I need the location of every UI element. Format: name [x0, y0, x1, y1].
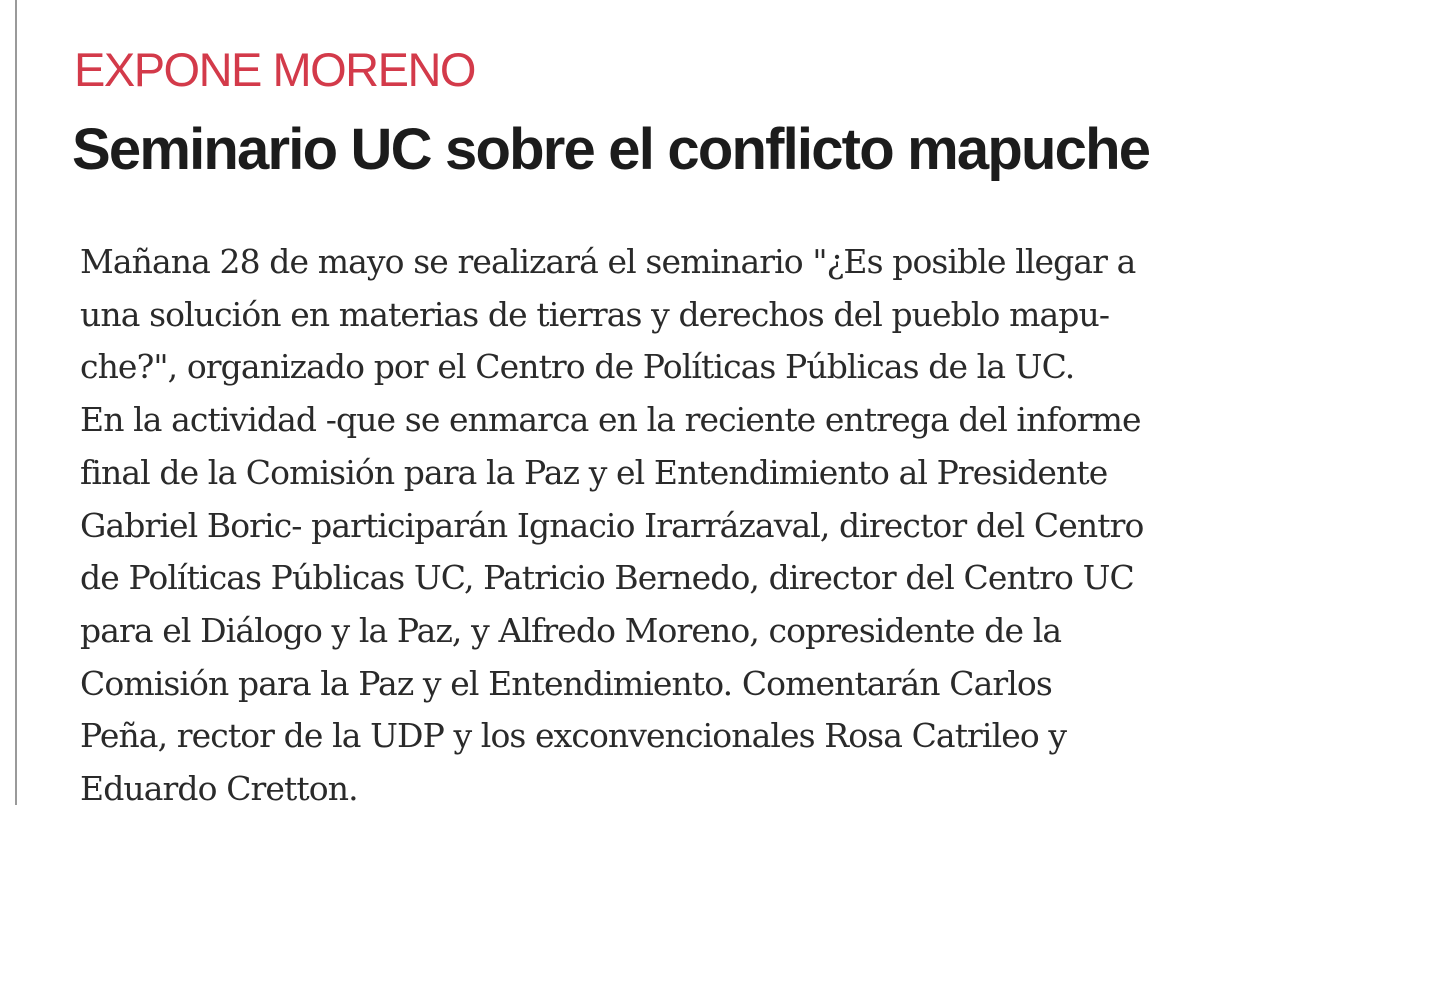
- article-body: [80, 236, 1310, 816]
- body-line: che?", organizado por el Centro de Políticas Públicas de la UC.: [80, 347, 1075, 387]
- article-kicker: EXPONE MORENO: [74, 43, 475, 96]
- article-headline: Seminario UC sobre el conflicto mapuche: [72, 117, 1150, 182]
- body-line: una solución en materias de tierras y derechos del pueblo mapu-: [80, 294, 1110, 334]
- body-line: final de la Comisión para la Paz y el Entendimiento al Presidente: [80, 452, 1108, 492]
- body-line: para el Diálogo y la Paz, y Alfredo Moreno, copresidente de la: [80, 610, 1062, 650]
- body-line: En la actividad -que se enmarca en la reciente entrega del informe: [80, 400, 1141, 440]
- body-line: Eduardo Cretton.: [80, 769, 358, 809]
- column-divider: [15, 0, 17, 805]
- body-line: Gabriel Boric- participarán Ignacio Irarrázaval, director del Centro: [80, 505, 1144, 545]
- body-line: Mañana 28 de mayo se realizará el seminario "¿Es posible llegar a: [80, 242, 1136, 281]
- body-line: Peña, rector de la UDP y los exconvencionales Rosa Catrileo y: [80, 716, 1067, 756]
- body-line: Comisión para la Paz y el Entendimiento. Comentarán Carlos: [80, 663, 1052, 703]
- body-line: de Políticas Públicas UC, Patricio Bernedo, director del Centro UC: [80, 558, 1134, 598]
